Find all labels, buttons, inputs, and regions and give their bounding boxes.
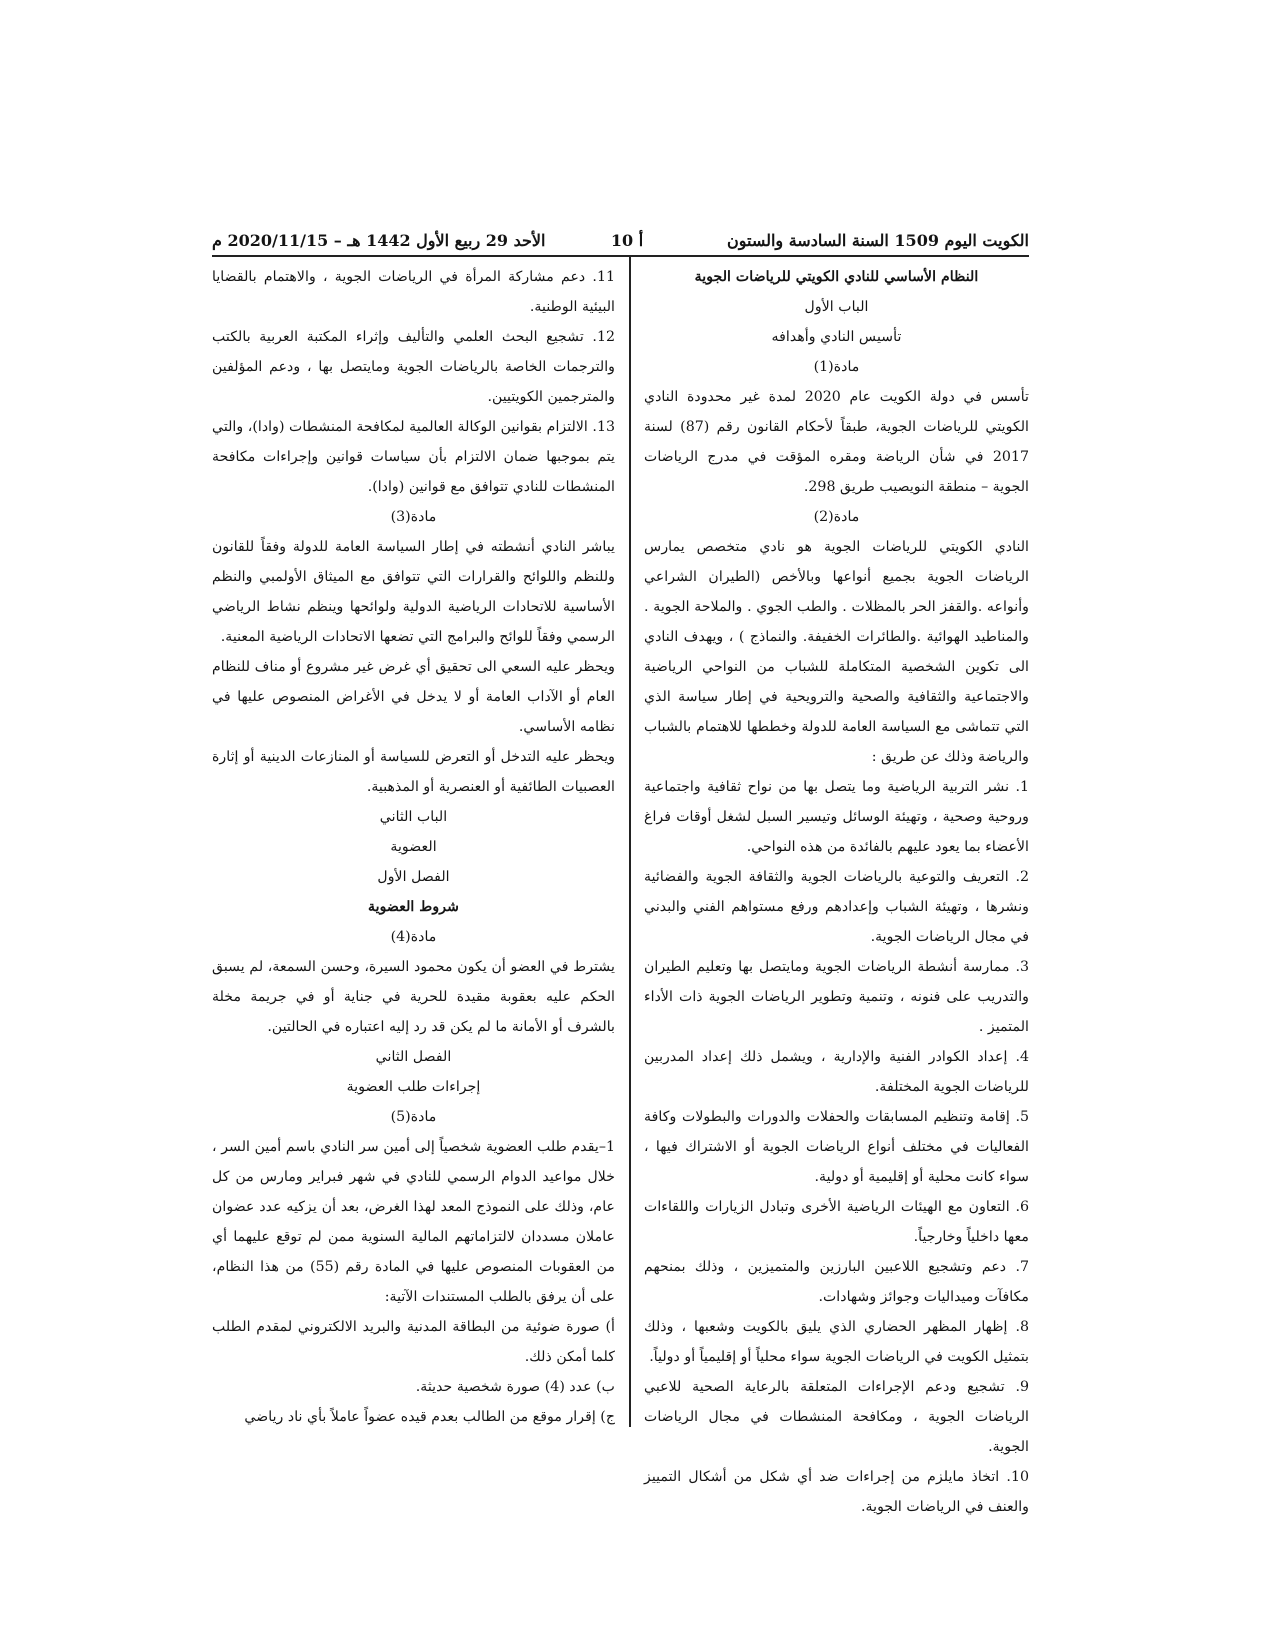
section-heading: مادة(1): [813, 359, 860, 375]
paragraph: النادي الكويتي للرياضات الجوية هو نادي متخصص يمارس الرياضات الجوية بجميع أنواعها وبالأخص (الطيران الشراعي وأنواعه .والقفز الحر بالمظلات . والطب الجوي . والملاحة الجوية . والمناطيد الهوائية .والطائرات الخفيفة. والنماذج ) ، ويهدف النادي الى تكوين الشخصية المتكاملة للشباب من النواحي الرياضية والاجتماعية والثقافية والصحية والترويحية في إطار سياسة الذي التي تتماشى مع السياسة العامة للدولة وخططها للاهتمام بالشباب والرياضة وذلك عن طريق :: [644, 539, 1029, 765]
section-heading: شروط العضوية: [368, 899, 459, 915]
paragraph: 13. الالتزام بقوانين الوكالة العالمية لمكافحة المنشطات (وادا)، والتي يتم بموجبها ضمان الالتزام بأن سياسات قوانين وإجراءات مكافحة المنشطات للنادي تتوافق مع قوانين (وادا).: [212, 419, 615, 495]
paragraph: أ) صورة ضوئية من البطاقة المدنية والبريد الالكتروني لمقدم الطلب كلما أمكن ذلك.: [212, 1319, 615, 1365]
paragraph: يشترط في العضو أن يكون محمود السيرة، وحسن السمعة، لم يسبق الحكم عليه بعقوبة مقيدة للحرية في جناية أو في جريمة مخلة بالشرف أو الأمانة ما لم يكن قد رد إليه اعتباره في الحالتين.: [212, 959, 615, 1035]
section-heading: تأسيس النادي وأهدافه: [771, 329, 902, 345]
section-heading: الفصل الثاني: [375, 1049, 452, 1065]
column-divider: [629, 257, 631, 1427]
section-heading: مادة(3): [390, 509, 437, 525]
section-heading: مادة(5): [390, 1109, 437, 1125]
section-heading: مادة(4): [390, 929, 437, 945]
section-heading: إجراءات طلب العضوية: [346, 1079, 481, 1095]
issue-date: الأحد 29 ربيع الأول 1442 هـ – 2020/11/15 م: [212, 231, 546, 250]
paragraph: يباشر النادي أنشطته في إطار السياسة العامة للدولة وفقاً للقانون وللنظم واللوائح والقرارات التي تتوافق مع الميثاق الأولمبي والنظم الأساسية للاتحادات الرياضية الدولية ولوائحها وينظم نشاط الرياضي الرسمي وفقاً للوائح والبرامج التي تضعها الاتحادات الرياضية المعنية.: [212, 539, 615, 645]
paragraph: 6. التعاون مع الهيئات الرياضية الأخرى وتبادل الزيارات واللقاءات معها داخلياً وخارجياً.: [644, 1199, 1029, 1245]
paragraph: 10. اتخاذ مايلزم من إجراءات ضد أي شكل من أشكال التمييز والعنف في الرياضات الجوية.: [644, 1469, 1029, 1515]
page-number: أ 10: [610, 231, 644, 250]
paragraph: 2. التعريف والتوعية بالرياضات الجوية والثقافة الجوية والفضائية ونشرها ، وتهيئة الشباب وإعدادهم ورفع مستواهم الفني والبدني في مجال الرياضات الجوية.: [644, 869, 1029, 945]
paragraph: 1. نشر التربية الرياضية وما يتصل بها من نواح ثقافية واجتماعية وروحية وصحية ، وتهيئة الوسائل وتيسير السبل لشغل أوقات فراغ الأعضاء بما يعود عليهم بالفائدة من هذه النواحي.: [644, 779, 1029, 855]
paragraph: 8. إظهار المظهر الحضاري الذي يليق بالكويت وشعبها ، وذلك بتمثيل الكويت في الرياضات الجوية سواء محلياً أو إقليمياً أو دولياً.: [644, 1319, 1029, 1365]
paragraph: ويحظر عليه السعي الى تحقيق أي غرض غير مشروع أو مناف للنظام العام أو الآداب العامة أو لا يدخل في الأغراض المنصوص عليها في نظامه الأساسي.: [212, 659, 615, 735]
left-column: [212, 262, 615, 1427]
paragraph: ج) إقرار موقع من الطالب بعدم قيده عضواً عاملاً بأي ناد رياضي: [244, 1409, 615, 1425]
page-header: [212, 229, 1029, 257]
right-column: [644, 262, 1029, 1515]
paragraph: 11. دعم مشاركة المرأة في الرياضات الجوية ، والاهتمام بالقضايا البيئية الوطنية.: [212, 269, 615, 315]
paragraph: 1–يقدم طلب العضوية شخصياً إلى أمين سر النادي باسم أمين السر ، خلال مواعيد الدوام الرسمي للنادي في شهر فبراير ومارس من كل عام، وذلك على النموذج المعد لهذا الغرض، بعد أن يزكيه عدد عضوان عاملان مسددان لالتزاماتهم المالية السنوية ممن لم توقع عليهما أي من العقوبات المنصوص عليها في المادة رقم (55) من هذا النظام، على أن يرفق بالطلب المستندات الآتية:: [212, 1139, 615, 1305]
paragraph: 12. تشجيع البحث العلمي والتأليف وإثراء المكتبة العربية بالكتب والترجمات الخاصة بالرياضات الجوية ومايتصل بها ، ودعم المؤلفين والمترجمين الكويتيين.: [212, 329, 615, 405]
paragraph: تأسس في دولة الكويت عام 2020 لمدة غير محدودة النادي الكويتي للرياضات الجوية، طبقاً لأحكام القانون رقم (87) لسنة 2017 في شأن الرياضة ومقره المؤقت في مدرج الرياضات الجوية – منطقة النويصيب طريق 298.: [644, 389, 1029, 495]
paragraph: ويحظر عليه التدخل أو التعرض للسياسة أو المنازعات الدينية أو إثارة العصبيات الطائفية أو العنصرية أو المذهبية.: [212, 749, 615, 795]
gazette-issue-info: الكويت اليوم 1509 السنة السادسة والستون: [726, 231, 1029, 250]
paragraph: 5. إقامة وتنظيم المسابقات والحفلات والدورات والبطولات وكافة الفعاليات في مختلف أنواع الرياضات الجوية أو الاشتراك فيها ، سواء كانت محلية أو إقليمية أو دولية.: [644, 1109, 1029, 1185]
section-heading: الباب الثاني: [379, 809, 448, 825]
section-heading: العضوية: [390, 839, 437, 855]
section-heading: الفصل الأول: [377, 869, 450, 885]
paragraph: ب) عدد (4) صورة شخصية حديثة.: [415, 1379, 615, 1395]
section-heading: النظام الأساسي للنادي الكويتي للرياضات الجوية: [694, 269, 979, 285]
paragraph: 9. تشجيع ودعم الإجراءات المتعلقة بالرعاية الصحية للاعبي الرياضات الجوية ، ومكافحة المنشطات في مجال الرياضات الجوية.: [644, 1379, 1029, 1455]
section-heading: الباب الأول: [804, 299, 869, 315]
paragraph: 3. ممارسة أنشطة الرياضات الجوية ومايتصل بها وتعليم الطيران والتدريب على فنونه ، وتنمية وتطوير الرياضات الجوية ذات الأداء المتميز .: [644, 959, 1029, 1035]
paragraph: 4. إعداد الكوادر الفنية والإدارية ، ويشمل ذلك إعداد المدربين للرياضات الجوية المختلفة.: [644, 1049, 1029, 1095]
section-heading: مادة(2): [813, 509, 860, 525]
paragraph: 7. دعم وتشجيع اللاعبين البارزين والمتميزين ، وذلك بمنحهم مكافآت وميداليات وجوائز وشهادات.: [644, 1259, 1029, 1305]
